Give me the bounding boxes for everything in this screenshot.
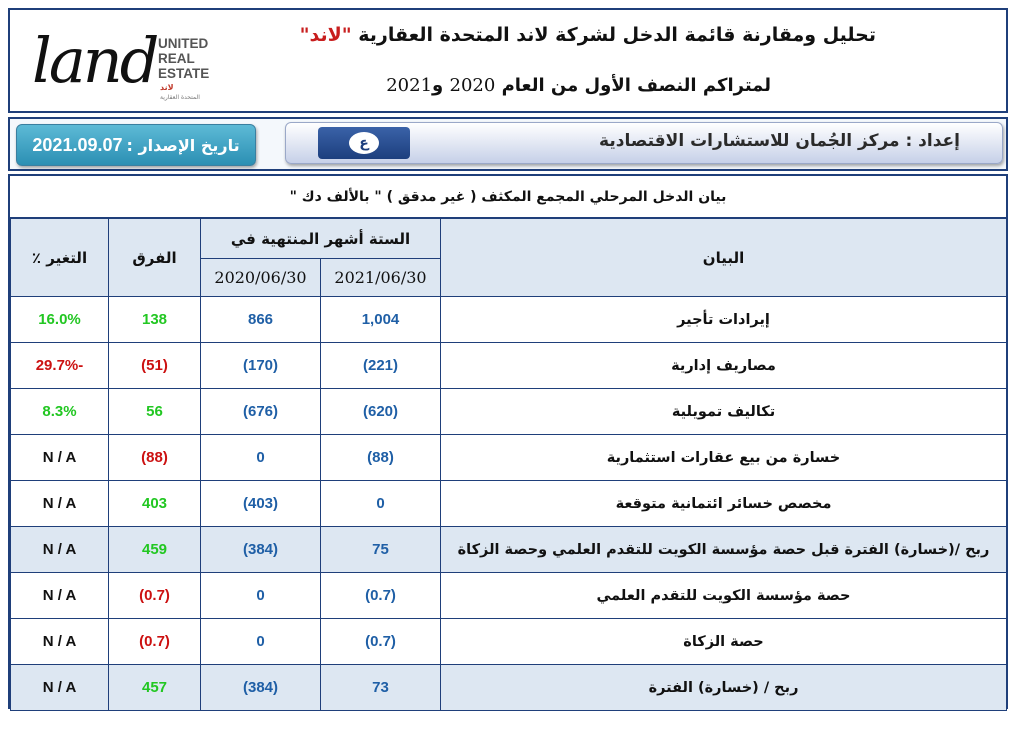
row-label: تكاليف تمويلية [441,389,1007,435]
value-2020: (403) [201,481,321,527]
issue-date-value: 2021.09.07 [32,134,123,155]
logo-word: REAL [158,51,195,66]
value-2020: 0 [201,619,321,665]
value-2021: 75 [321,527,441,573]
period-text: لمتراكم النصف الأول من العام [495,75,771,96]
row-label: خسارة من بيع عقارات استثمارية [441,435,1007,481]
table-row [11,343,1007,389]
income-statement-table [8,174,1008,709]
period-year: 2020 [449,75,496,96]
value-change: 8.3% [11,389,109,435]
table-row [11,389,1007,435]
value-change: N / A [11,481,109,527]
header-period-group: الستة أشهر المنتهية في [201,219,441,259]
row-label: ربح /(خسارة) الفترة قبل حصة مؤسسة الكويت للتقدم العلمي وحصة الزكاة [441,527,1007,573]
value-diff: (88) [109,435,201,481]
period-year: 2021 [386,75,433,96]
issue-date-badge [16,124,256,166]
issue-date-label: تاريخ الإصدار : [126,135,240,155]
table-row [11,297,1007,343]
table-row [11,573,1007,619]
info-bar [8,117,1008,171]
row-label: مخصص خسائر ائتمانية متوقعة [441,481,1007,527]
value-diff: (0.7) [109,573,201,619]
table-row [11,665,1007,711]
value-diff: 457 [109,665,201,711]
data-table [10,218,1007,711]
header-change: التغير ٪ [11,219,109,297]
value-2020: (384) [201,527,321,573]
period-conj: و [432,75,450,96]
value-2021: 1,004 [321,297,441,343]
header-2021: 2021/06/30 [321,259,441,297]
value-diff: 56 [109,389,201,435]
value-2021: (88) [321,435,441,481]
value-diff: (51) [109,343,201,389]
row-label: مصاريف إدارية [441,343,1007,389]
value-2021: (0.7) [321,619,441,665]
value-2021: 73 [321,665,441,711]
header-2020: 2020/06/30 [201,259,321,297]
logo-word: UNITED [158,36,209,51]
report-period [386,75,771,96]
prepared-by-banner [285,122,1003,164]
value-2020: (384) [201,665,321,711]
table-row [11,481,1007,527]
header-item: البيان [441,219,1007,297]
value-2020: 866 [201,297,321,343]
aljuman-logo-icon: ع [349,132,379,154]
row-label: حصة مؤسسة الكويت للتقدم العلمي [441,573,1007,619]
logo-arabic-subtext: المتحدة العقارية [160,94,200,101]
logo-arabic-text: لاند [160,83,174,92]
value-2021: (0.7) [321,573,441,619]
value-change: N / A [11,527,109,573]
table-row [11,527,1007,573]
value-change: N / A [11,665,109,711]
logo-english-text [158,36,209,81]
logo-word: ESTATE [158,66,210,81]
prepared-by-text: إعداد : مركز الجُمان للاستشارات الاقتصادية [599,131,960,151]
aljuman-logo [318,127,410,159]
value-change: N / A [11,435,109,481]
value-2020: (170) [201,343,321,389]
title-text: تحليل ومقارنة قائمة الدخل لشركة لاند المتحدة العقارية [351,24,876,46]
value-2020: (676) [201,389,321,435]
logo-wordmark: land [32,24,157,97]
row-label: ربح / (خسارة) الفترة [441,665,1007,711]
value-2021: 0 [321,481,441,527]
value-diff: 138 [109,297,201,343]
header-diff: الفرق [109,219,201,297]
value-2021: (620) [321,389,441,435]
row-label: إيرادات تأجير [441,297,1007,343]
report-header [8,8,1008,113]
value-2020: 0 [201,435,321,481]
row-label: حصة الزكاة [441,619,1007,665]
title-accent: "لاند" [299,24,352,46]
value-2021: (221) [321,343,441,389]
value-change: N / A [11,619,109,665]
table-row [11,435,1007,481]
value-diff: 403 [109,481,201,527]
value-change: -29.7% [11,343,109,389]
table-subtitle: بيان الدخل المرحلي المجمع المكثف ( غير مدقق ) " بالألف دك " [10,176,1006,218]
report-title [300,24,876,46]
value-diff: 459 [109,527,201,573]
value-change: N / A [11,573,109,619]
table-row [11,619,1007,665]
company-logo [32,26,227,106]
value-2020: 0 [201,573,321,619]
value-change: 16.0% [11,297,109,343]
value-diff: (0.7) [109,619,201,665]
